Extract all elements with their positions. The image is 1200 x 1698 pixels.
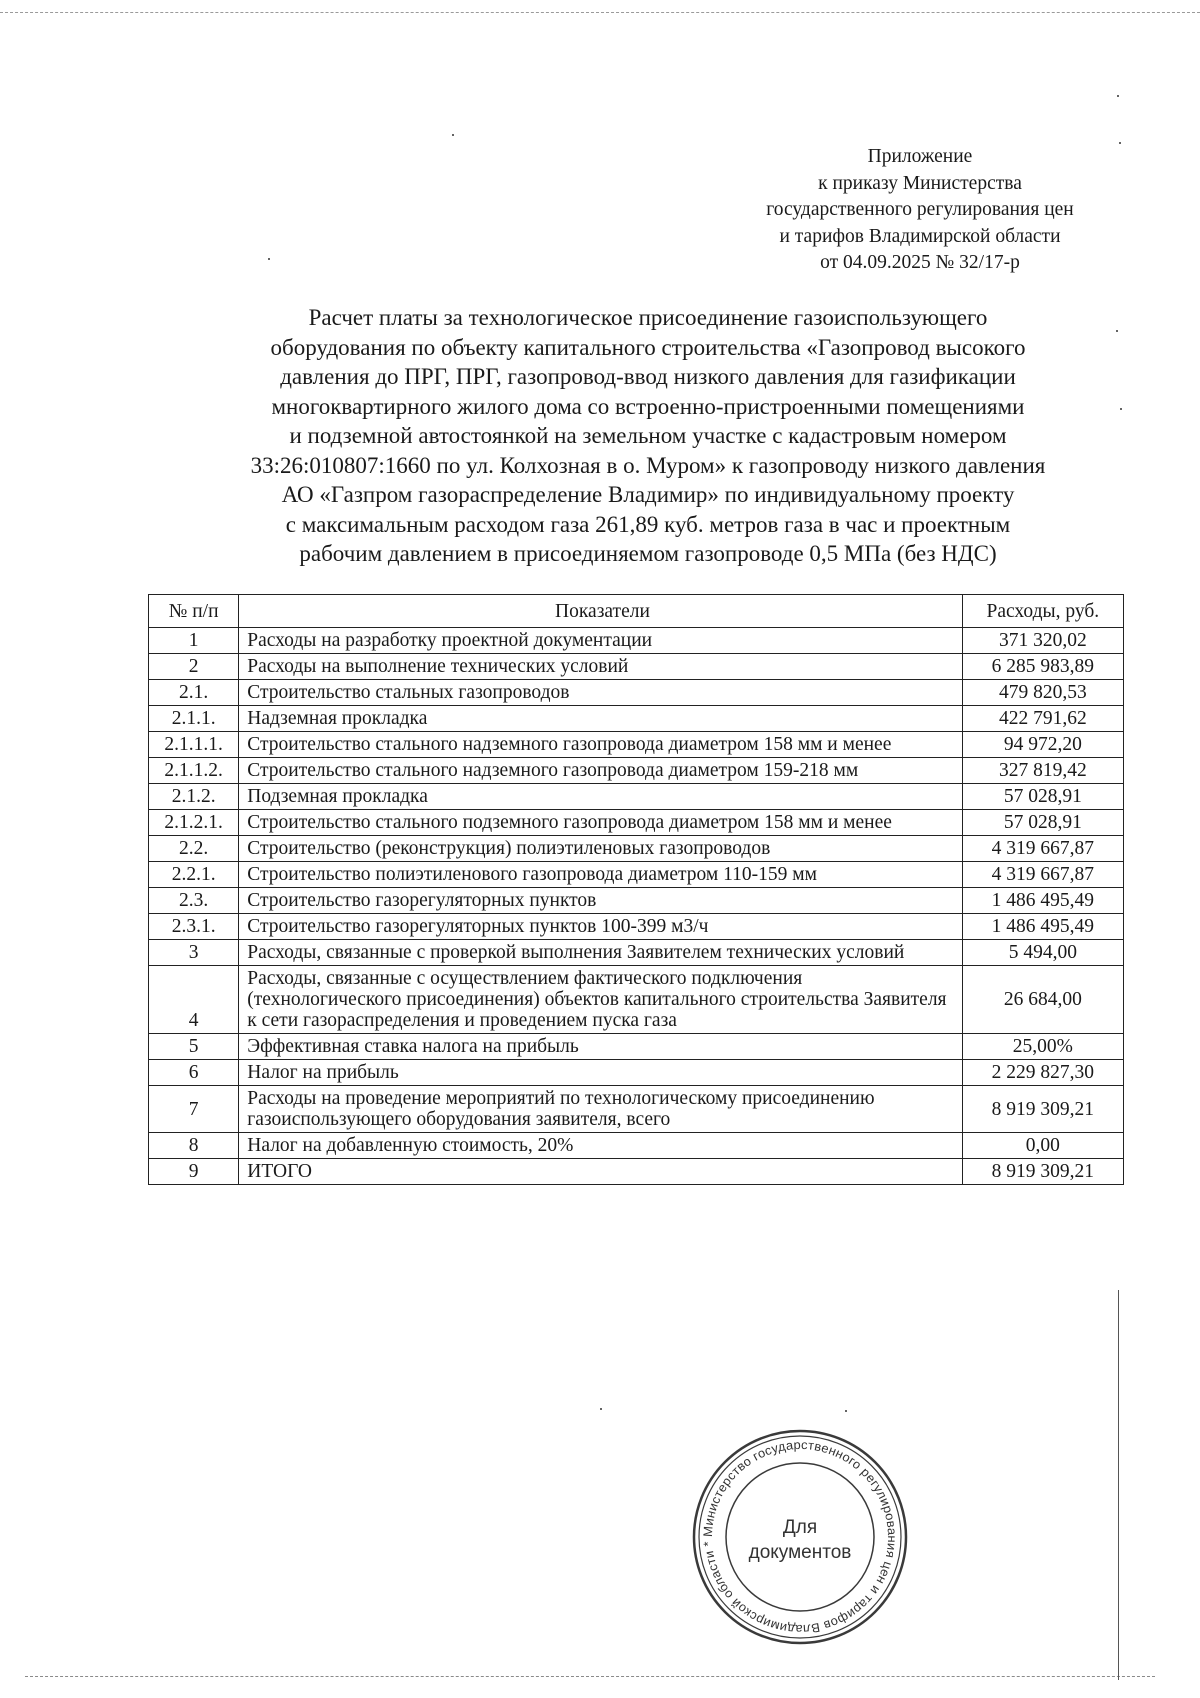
stamp-ring-text: Министерство государственного регулирования цен и тарифов Владимирской области * <box>700 1437 900 1637</box>
row-num: 2.1.1.2. <box>149 758 239 784</box>
table-row <box>149 1159 1124 1185</box>
scan-speck <box>845 1410 847 1412</box>
row-num: 5 <box>149 1034 239 1060</box>
row-num: 9 <box>149 1159 239 1185</box>
row-num: 2.1.2.1. <box>149 810 239 836</box>
table-row <box>149 680 1124 706</box>
row-value: 479 820,53 <box>962 680 1123 706</box>
row-num: 2.1. <box>149 680 239 706</box>
appendix-line: и тарифов Владимирской области <box>779 225 1061 247</box>
row-name: Строительство стальных газопроводов <box>239 680 962 706</box>
row-name: Строительство газорегуляторных пунктов <box>239 888 962 914</box>
stamp-center-line: Для <box>782 1517 818 1538</box>
row-name: Подземная прокладка <box>239 784 962 810</box>
header-name: Показатели <box>239 595 962 628</box>
row-name: Расходы на выполнение технических условий <box>239 654 962 680</box>
row-num: 2.1.1.1. <box>149 732 239 758</box>
row-name: Строительство полиэтиленового газопровода диаметром 110-159 мм <box>239 862 962 888</box>
table-row <box>149 784 1124 810</box>
row-name: Налог на добавленную стоимость, 20% <box>239 1133 962 1159</box>
row-value: 6 285 983,89 <box>962 654 1123 680</box>
row-name: Строительство стального надземного газопровода диаметром 159-218 мм <box>239 758 962 784</box>
header-value: Расходы, руб. <box>962 595 1123 628</box>
title-line: АО «Газпром газораспределение Владимир» по индивидуальному проекту <box>281 482 1015 507</box>
title-line: многоквартирного жилого дома со встроенно-пристроенными помещениями <box>271 393 1025 419</box>
scan-speck <box>1117 95 1119 97</box>
row-name: Строительство стального надземного газопровода диаметром 158 мм и менее <box>239 732 962 758</box>
row-name: ИТОГО <box>239 1159 962 1185</box>
row-value: 4 319 667,87 <box>962 862 1123 888</box>
title-line: оборудования по объекту капитального строительства «Газопровод высокого <box>270 334 1026 360</box>
row-name: Строительство газорегуляторных пунктов 100-399 м3/ч <box>239 914 962 940</box>
row-value: 5 494,00 <box>962 940 1123 966</box>
row-value: 25,00% <box>962 1034 1123 1060</box>
row-num: 2.3.1. <box>149 914 239 940</box>
row-name: Расходы, связанные с проверкой выполнения Заявителем технических условий <box>239 940 962 966</box>
title-line: давления до ПРГ, ПРГ, газопровод-ввод низкого давления для газификации <box>280 364 1016 389</box>
appendix-line: к приказу Министерства <box>818 172 1022 194</box>
row-num: 7 <box>149 1086 239 1133</box>
appendix-header <box>700 144 1140 277</box>
row-num: 2.1.2. <box>149 784 239 810</box>
row-value: 94 972,20 <box>962 732 1123 758</box>
row-name: Эффективная ставка налога на прибыль <box>239 1034 962 1060</box>
row-num: 2.1.1. <box>149 706 239 732</box>
table-row <box>149 810 1124 836</box>
appendix-line: от 04.09.2025 № 32/17-р <box>820 252 1020 273</box>
row-name: Строительство стального подземного газопровода диаметром 158 мм и менее <box>239 810 962 836</box>
row-num: 3 <box>149 940 239 966</box>
table-row <box>149 1060 1124 1086</box>
row-value: 371 320,02 <box>962 628 1123 654</box>
row-value: 2 229 827,30 <box>962 1060 1123 1086</box>
scan-speck <box>268 258 270 260</box>
row-num: 2 <box>149 654 239 680</box>
table-row <box>149 758 1124 784</box>
table-row <box>149 1034 1124 1060</box>
row-name: Расходы на проведение мероприятий по технологическому присоединению газоиспользующего оборудования заявителя, всего <box>239 1086 962 1133</box>
table-header-row <box>149 595 1124 628</box>
document-title <box>148 303 1148 569</box>
title-line: с максимальным расходом газа 261,89 куб. метров газа в час и проектным <box>285 511 1011 537</box>
row-num: 4 <box>149 966 239 1034</box>
table-row <box>149 914 1124 940</box>
row-value: 57 028,91 <box>962 784 1123 810</box>
cost-table <box>148 594 1124 1185</box>
row-num: 8 <box>149 1133 239 1159</box>
table-row <box>149 732 1124 758</box>
row-value: 422 791,62 <box>962 706 1123 732</box>
table-row <box>149 706 1124 732</box>
row-value: 8 919 309,21 <box>962 1086 1123 1133</box>
stamp-center-text <box>730 1515 870 1565</box>
scan-edge-right <box>1118 1290 1119 1680</box>
row-name: Налог на прибыль <box>239 1060 962 1086</box>
title-line: 33:26:010807:1660 по ул. Колхозная в о. Муром» к газопроводу низкого давления <box>250 452 1046 478</box>
appendix-line: Приложение <box>867 146 973 167</box>
row-num: 2.2.1. <box>149 862 239 888</box>
row-value: 26 684,00 <box>962 966 1123 1034</box>
row-num: 6 <box>149 1060 239 1086</box>
table-row <box>149 888 1124 914</box>
table-row <box>149 966 1124 1034</box>
official-stamp <box>690 1427 910 1647</box>
table-row <box>149 836 1124 862</box>
row-value: 4 319 667,87 <box>962 836 1123 862</box>
header-num: № п/п <box>149 595 239 628</box>
appendix-line: государственного регулирования цен <box>766 199 1074 220</box>
table-row <box>149 1133 1124 1159</box>
scan-speck <box>600 1408 602 1410</box>
row-value: 57 028,91 <box>962 810 1123 836</box>
table-row <box>149 940 1124 966</box>
scan-edge-bottom <box>25 1676 1155 1677</box>
scan-speck <box>452 134 454 136</box>
title-line: и подземной автостоянкой на земельном участке с кадастровым номером <box>289 423 1007 448</box>
row-value: 0,00 <box>962 1133 1123 1159</box>
row-value: 8 919 309,21 <box>962 1159 1123 1185</box>
scan-edge-top <box>0 12 1200 13</box>
row-value: 1 486 495,49 <box>962 914 1123 940</box>
table-row <box>149 628 1124 654</box>
row-num: 1 <box>149 628 239 654</box>
table-row <box>149 654 1124 680</box>
row-value: 1 486 495,49 <box>962 888 1123 914</box>
table-row <box>149 862 1124 888</box>
row-value: 327 819,42 <box>962 758 1123 784</box>
row-num: 2.2. <box>149 836 239 862</box>
row-name: Надземная прокладка <box>239 706 962 732</box>
row-name: Строительство (реконструкция) полиэтиленовых газопроводов <box>239 836 962 862</box>
title-line: рабочим давлением в присоединяемом газопроводе 0,5 МПа (без НДС) <box>299 541 997 566</box>
row-num: 2.3. <box>149 888 239 914</box>
row-name: Расходы на разработку проектной документации <box>239 628 962 654</box>
title-line: Расчет платы за технологическое присоединение газоиспользующего <box>308 305 988 330</box>
stamp-center-line: документов <box>748 1542 852 1563</box>
table-row <box>149 1086 1124 1133</box>
row-name: Расходы, связанные с осуществлением фактического подключения (технологического присоединения) объектов капитального строительства Заявителя к сети газораспределения и проведением пуска газа <box>239 966 962 1034</box>
